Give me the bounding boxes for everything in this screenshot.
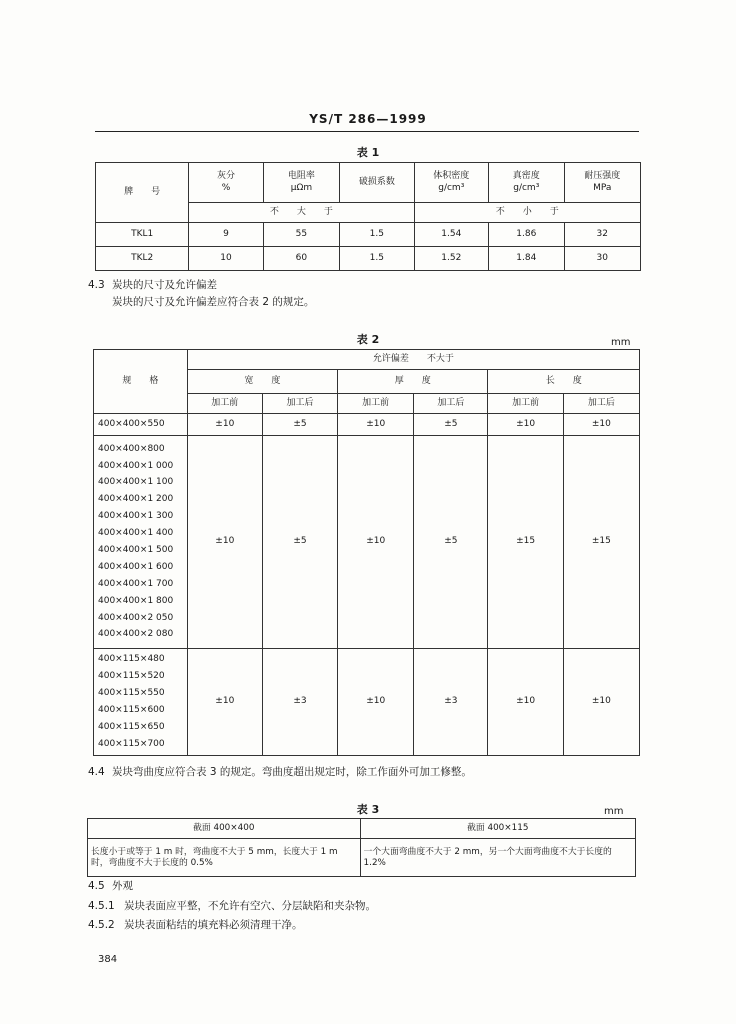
table2-header-after: 加工后: [563, 394, 639, 414]
table-cell: 30: [564, 247, 640, 271]
table-cell: 长度小于或等于 1 m 时，弯曲度不大于 5 mm，长度大于 1 m 时，弯曲度不大于长度的 0.5%: [88, 839, 361, 877]
table-cell: ±10: [338, 649, 414, 756]
spec-item: 400×400×1 500: [98, 545, 174, 555]
table-cell: ±10: [338, 414, 414, 436]
section-4-4-text: 4.4 炭块弯曲度应符合表 3 的规定。弯曲度超出规定时，除工作面外可加工修整。: [88, 766, 472, 778]
spec-item: 400×400×1 700: [98, 578, 174, 589]
table2-header-after: 加工后: [414, 394, 488, 414]
table3-unit: mm: [604, 806, 624, 817]
spec-item: 400×400×1 000: [98, 460, 174, 471]
table-cell: 1.54: [414, 223, 489, 247]
table-cell: 10: [189, 247, 263, 271]
table-row: [96, 223, 641, 247]
table2-header-after: 加工后: [262, 394, 337, 414]
section-4-5-1-text: 4.5.1 炭块表面应平整，不允许有空穴、分层缺陷和夹杂物。: [88, 900, 376, 912]
table-cell: 一个大面弯曲度不大于 2 mm，另一个大面弯曲度不大于长度的 1.2%: [360, 839, 635, 877]
table1-header-brand: 牌 号: [96, 163, 189, 223]
table-cell: ±10: [488, 649, 563, 756]
table2-header-before: 加工前: [187, 394, 262, 414]
section-4-3-heading: 4.3 炭块的尺寸及允许偏差: [88, 279, 217, 291]
spec-item: 400×400×1 800: [98, 595, 174, 606]
table2-header-length: 长 度: [488, 370, 640, 394]
section-4-3-text: 炭块的尺寸及允许偏差应符合表 2 的规定。: [112, 296, 315, 308]
table-cell: ±5: [414, 414, 488, 436]
table2-header-spec: 规 格: [94, 350, 188, 414]
spec-item: 400×400×1 100: [98, 477, 174, 488]
table-cell: 9: [189, 223, 263, 247]
spec-item: 400×115×520: [98, 671, 165, 682]
page-number: 384: [98, 954, 118, 965]
table3: [87, 818, 636, 877]
table-row: [94, 649, 640, 756]
table-cell: ±5: [262, 436, 337, 649]
table-row: [96, 247, 641, 271]
spec-item: 400×115×600: [98, 705, 165, 715]
table-cell: ±10: [488, 414, 563, 436]
table-cell: 32: [564, 223, 640, 247]
spec-item: 400×400×2 050: [98, 612, 174, 623]
table2: [93, 349, 640, 756]
spec-item: 400×115×480: [98, 654, 165, 665]
spec-item: 400×115×650: [98, 721, 165, 732]
table-cell: 60: [263, 247, 339, 271]
table1-header-resistivity: 电阻率 μΩm: [263, 163, 339, 203]
table-cell: ±10: [338, 436, 414, 649]
section-4-5-2-text: 4.5.2 炭块表面粘结的填充料必须清理干净。: [88, 919, 303, 931]
spec-item: 400×115×550: [98, 688, 165, 699]
table3-caption: 表 3: [356, 803, 380, 816]
spec-item: 400×400×800: [98, 443, 165, 454]
table1-header-true-density: 真密度 g/cm³: [489, 163, 565, 203]
table-cell: 1.5: [340, 223, 414, 247]
table-cell: ±10: [187, 649, 262, 756]
spec-list-cell: [94, 436, 188, 649]
table-cell: ±3: [414, 649, 488, 756]
spec-item: 400×400×2 080: [98, 629, 174, 640]
spec-item: 400×400×1 200: [98, 494, 174, 505]
table-cell: ±10: [563, 414, 639, 436]
spec-list-cell: [94, 649, 188, 756]
table1-header-strength: 耐压强度 MPa: [564, 163, 640, 203]
table-cell: ±10: [187, 414, 262, 436]
table-cell: ±15: [563, 436, 639, 649]
spec-cell: 400×400×550: [94, 414, 188, 436]
table1-header-bulk-density: 体积密度 g/cm³: [414, 163, 489, 203]
table1: [95, 162, 641, 271]
table-cell: ±5: [414, 436, 488, 649]
table-cell: 55: [263, 223, 339, 247]
table-cell: ±15: [488, 436, 563, 649]
table2-unit: mm: [611, 337, 631, 348]
table1-caption: 表 1: [356, 146, 380, 159]
table2-header-thickness: 厚 度: [338, 370, 488, 394]
spec-item: 400×400×1 600: [98, 561, 174, 572]
table1-limit-max: 不 大 于: [189, 203, 414, 223]
spec-item: 400×115×700: [98, 738, 165, 749]
table2-header-width: 宽 度: [187, 370, 337, 394]
table-cell: 1.52: [414, 247, 489, 271]
table-cell: 1.5: [340, 247, 414, 271]
table-row: [94, 414, 640, 436]
table1-header-ash: 灰分 %: [189, 163, 263, 203]
spec-item: 400×400×1 400: [98, 528, 174, 539]
table-cell: TKL2: [96, 247, 189, 271]
table-cell: 1.86: [489, 223, 565, 247]
table-row: [94, 436, 640, 649]
table-cell: 1.84: [489, 247, 565, 271]
table1-limit-min: 不 小 于: [414, 203, 640, 223]
table-cell: TKL1: [96, 223, 189, 247]
table-cell: ±10: [563, 649, 639, 756]
header-rule: [95, 131, 639, 132]
table2-caption: 表 2: [356, 333, 380, 346]
section-4-5-heading: 4.5 外观: [88, 880, 133, 892]
table1-header-breakage: 破损系数: [340, 163, 414, 203]
table-cell: ±5: [262, 414, 337, 436]
table3-header-section-b: 截面 400×115: [360, 819, 635, 839]
table2-header-before: 加工前: [488, 394, 563, 414]
spec-item: 400×400×1 300: [98, 511, 174, 522]
table-cell: ±3: [262, 649, 337, 756]
document-code-header: YS/T 286—1999: [309, 112, 427, 126]
table-row: [88, 839, 636, 877]
table2-tolerance-header: 允许偏差 不大于: [187, 350, 639, 370]
table3-header-section-a: 截面 400×400: [88, 819, 361, 839]
table2-header-before: 加工前: [338, 394, 414, 414]
table-cell: ±10: [187, 436, 262, 649]
